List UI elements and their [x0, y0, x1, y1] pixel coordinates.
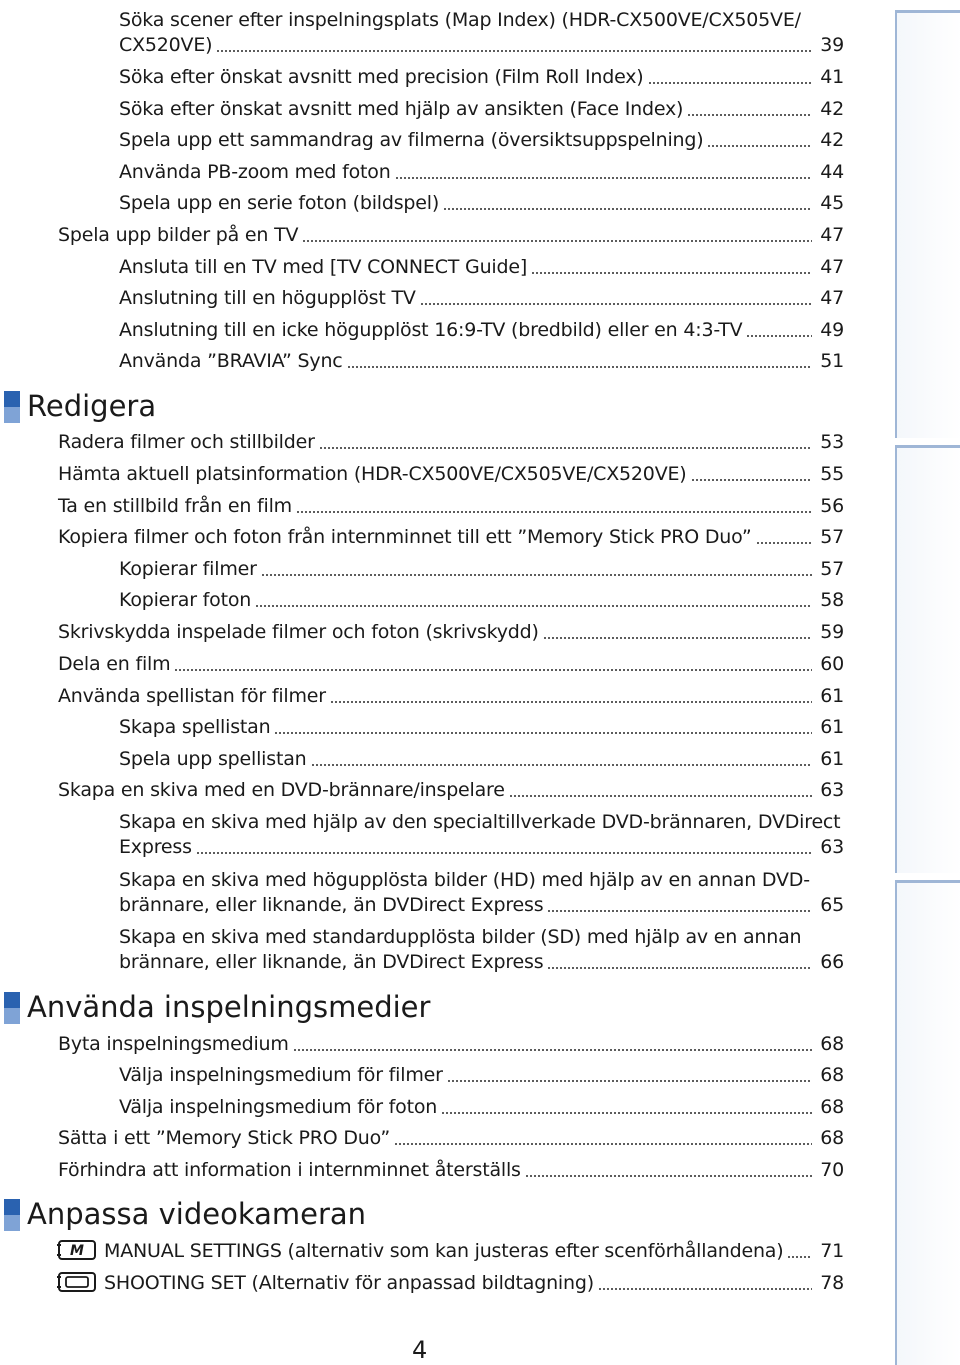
toc-leader-dots	[261, 574, 812, 576]
svg-text:M: M	[70, 1243, 84, 1259]
toc-page-number: 49	[820, 319, 844, 341]
toc-entry-title	[119, 950, 844, 975]
toc-page-number: 78	[820, 1272, 844, 1294]
toc-entry-title	[119, 191, 844, 216]
toc-leader-dots	[691, 479, 812, 481]
toc-entry-text: Express	[119, 836, 192, 858]
toc-leader-dots	[441, 1112, 812, 1114]
toc-leader-dots	[598, 1288, 812, 1290]
toc-entry-title	[119, 557, 844, 582]
toc-entry-title	[119, 893, 844, 918]
toc-leader-dots	[756, 542, 812, 544]
toc-entry-text: Använda PB-zoom med foton	[119, 161, 391, 183]
toc-page-number: 57	[820, 526, 844, 548]
toc-entry[interactable]	[58, 1158, 844, 1183]
toc-entry-title	[119, 160, 844, 185]
toc-page-number: 61	[820, 716, 844, 738]
toc-entry-title	[58, 620, 844, 645]
toc-leader-dots	[395, 177, 812, 179]
toc-entry[interactable]	[119, 588, 844, 613]
toc-entry-text: Söka efter önskat avsnitt med precision (Film Roll Index)	[119, 66, 644, 88]
toc-leader-dots	[311, 764, 812, 766]
toc-entry-text: Välja inspelningsmedium för filmer	[119, 1064, 443, 1086]
toc-leader-dots	[296, 511, 812, 513]
toc-entry[interactable]	[119, 1095, 844, 1120]
toc-entry-title	[58, 494, 844, 519]
toc-entry-text: Spela upp en serie foton (bildspel)	[119, 192, 440, 214]
toc-page-number: 47	[820, 256, 844, 278]
shooting-set-icon	[57, 1271, 97, 1293]
toc-entry-title	[119, 349, 844, 374]
toc-page-number: 53	[820, 431, 844, 453]
toc-entry[interactable]	[58, 652, 844, 677]
toc-entry-text: Skrivskydda inspelade filmer och foton (skrivskydd)	[58, 621, 539, 643]
toc-entry-text: MANUAL SETTINGS (alternativ som kan justeras efter scenförhållandena)	[104, 1240, 784, 1262]
toc-entry-title	[119, 318, 844, 343]
toc-entry-title	[58, 462, 844, 487]
toc-leader-dots	[509, 795, 812, 797]
toc-entry[interactable]	[119, 255, 844, 280]
toc-entry-text: Spela upp ett sammandrag av filmerna (översiktsuppspelning)	[119, 129, 704, 151]
toc-entry[interactable]	[58, 620, 844, 645]
toc-page-number: 60	[820, 653, 844, 675]
toc-entry[interactable]	[58, 223, 844, 248]
toc-entry[interactable]	[58, 1032, 844, 1057]
toc-entry-title	[58, 684, 844, 709]
toc-entry[interactable]	[58, 778, 844, 803]
toc-leader-dots	[216, 50, 812, 52]
toc-entry[interactable]	[119, 191, 844, 216]
toc-entry-title	[58, 652, 844, 677]
toc-entry[interactable]	[119, 8, 844, 58]
toc-entry-text: Skapa en skiva med hjälp av den specialtillverkade DVD-brännaren, DVDirect	[119, 811, 841, 833]
toc-entry[interactable]	[119, 97, 844, 122]
toc-entry-text: Radera filmer och stillbilder	[58, 431, 315, 453]
toc-page-number: 68	[820, 1033, 844, 1055]
toc-leader-dots	[687, 114, 812, 116]
toc-page-number: 55	[820, 463, 844, 485]
toc-page-number: 45	[820, 192, 844, 214]
toc-page-number: 57	[820, 558, 844, 580]
toc-page-number: 61	[820, 685, 844, 707]
toc-leader-dots	[787, 1256, 812, 1258]
toc-entry-text: Använda ”BRAVIA” Sync	[119, 350, 343, 372]
toc-page-number: 42	[820, 129, 844, 151]
toc-entry-text: Skapa spellistan	[119, 716, 271, 738]
toc-entry-text: Kopierar foton	[119, 589, 252, 611]
toc-page-number: 47	[820, 287, 844, 309]
toc-entry-text: Dela en film	[58, 653, 171, 675]
toc-page-number: 65	[820, 894, 844, 916]
toc-entry-title	[119, 588, 844, 613]
toc-page-number: 61	[820, 748, 844, 770]
toc-entry[interactable]	[119, 715, 844, 740]
manual-settings-icon	[57, 1239, 97, 1261]
toc-entry-text: Byta inspelningsmedium	[58, 1033, 289, 1055]
toc-leader-dots	[274, 732, 812, 734]
toc-entry-title	[119, 286, 844, 311]
toc-leader-dots	[543, 637, 812, 639]
toc-entry-title	[104, 1239, 844, 1264]
toc-page-number: 44	[820, 161, 844, 183]
toc-entry-text: brännare, eller liknande, än DVDirect Express	[119, 894, 544, 916]
toc-entry[interactable]	[119, 318, 844, 343]
toc-entry[interactable]	[119, 747, 844, 772]
toc-entry-text: Skapa en skiva med högupplösta bilder (HD) med hjälp av en annan DVD-	[119, 869, 810, 891]
toc-page-number: 42	[820, 98, 844, 120]
toc-entry-title	[58, 525, 844, 550]
toc-leader-dots	[394, 1143, 812, 1145]
toc-entry-title	[119, 33, 844, 58]
toc-entry[interactable]	[104, 1271, 844, 1296]
toc-entry-title	[58, 1032, 844, 1057]
toc-page-number: 58	[820, 589, 844, 611]
toc-entry[interactable]	[119, 160, 844, 185]
toc-entry-text: Anslutning till en högupplöst TV	[119, 287, 416, 309]
toc-entry-text: Skapa en skiva med en DVD-brännare/inspelare	[58, 779, 505, 801]
toc-entry-text: Skapa en skiva med standardupplösta bilder (SD) med hjälp av en annan	[119, 926, 802, 948]
toc-entry[interactable]	[58, 1126, 844, 1151]
side-tab-3[interactable]	[895, 880, 960, 1365]
toc-entry[interactable]	[104, 1239, 844, 1264]
toc-leader-dots	[547, 910, 812, 912]
toc-page-number: 71	[820, 1240, 844, 1262]
toc-entry-title	[58, 223, 844, 248]
toc-leader-dots	[293, 1049, 812, 1051]
toc-entry[interactable]	[58, 494, 844, 519]
toc-entry-text: Söka scener efter inspelningsplats (Map Index) (HDR-CX500VE/CX505VE/	[119, 9, 801, 31]
toc-leader-dots	[531, 272, 812, 274]
toc-leader-dots	[707, 145, 812, 147]
toc-entry-title	[119, 1063, 844, 1088]
toc-leader-dots	[319, 447, 812, 449]
toc-page-number: 68	[820, 1064, 844, 1086]
toc-entry[interactable]	[119, 810, 844, 860]
toc-entry-title	[58, 778, 844, 803]
toc-entry[interactable]	[58, 684, 844, 709]
toc-page-number: 56	[820, 495, 844, 517]
toc-entry-text: Spela upp spellistan	[119, 748, 307, 770]
toc-leader-dots	[443, 208, 812, 210]
toc-entry[interactable]	[119, 128, 844, 153]
toc-leader-dots	[196, 852, 812, 854]
toc-leader-dots	[447, 1080, 812, 1082]
toc-entry[interactable]	[119, 925, 844, 975]
toc-entry-title	[119, 65, 844, 90]
toc-leader-dots	[302, 240, 812, 242]
toc-page-number: 39	[820, 34, 844, 56]
toc-entry-title-line	[119, 8, 801, 33]
toc-entry-title-line	[119, 868, 810, 893]
toc-entry-text: Sätta i ett ”Memory Stick PRO Duo”	[58, 1127, 390, 1149]
toc-leader-dots	[330, 701, 812, 703]
toc-page-number: 68	[820, 1096, 844, 1118]
toc-entry-title	[119, 128, 844, 153]
toc-entry-text: Söka efter önskat avsnitt med hjälp av ansikten (Face Index)	[119, 98, 684, 120]
toc-entry-title	[104, 1271, 844, 1296]
toc-entry-title	[119, 97, 844, 122]
toc-entry-text: Ta en stillbild från en film	[58, 495, 292, 517]
toc-entry-title-line	[119, 925, 801, 950]
toc-entry-title	[58, 1126, 844, 1151]
toc-page-number: 51	[820, 350, 844, 372]
toc-leader-dots	[174, 669, 812, 671]
side-tabs	[895, 0, 960, 1362]
toc-leader-dots	[547, 967, 812, 969]
toc-entry[interactable]	[58, 430, 844, 455]
toc-leader-dots	[347, 366, 812, 368]
side-tab-2[interactable]	[895, 445, 960, 873]
toc-entry[interactable]	[119, 868, 844, 918]
toc-page-number: 68	[820, 1127, 844, 1149]
toc-page-number: 70	[820, 1159, 844, 1181]
toc-leader-dots	[648, 82, 812, 84]
toc-entry-text: Kopierar filmer	[119, 558, 257, 580]
toc-page-number: 63	[820, 779, 844, 801]
toc-entry-text: Ansluta till en TV med [TV CONNECT Guide]	[119, 256, 528, 278]
toc-entry-text: Anslutning till en icke högupplöst 16:9-TV (bredbild) eller en 4:3-TV	[119, 319, 743, 341]
toc-page-number: 63	[820, 836, 844, 858]
toc-entry[interactable]	[119, 557, 844, 582]
toc-entry-title	[58, 1158, 844, 1183]
section-marker-icon	[4, 992, 20, 1024]
toc-leader-dots	[746, 335, 812, 337]
toc-page-number: 47	[820, 224, 844, 246]
toc-page-number: 66	[820, 951, 844, 973]
toc-entry-title	[58, 430, 844, 455]
toc-entry-title	[119, 715, 844, 740]
toc-entry-text: Förhindra att information i internminnet återställs	[58, 1159, 521, 1181]
toc-entry-text: brännare, eller liknande, än DVDirect Express	[119, 951, 544, 973]
toc-leader-dots	[255, 605, 812, 607]
toc-entry[interactable]	[119, 65, 844, 90]
toc-leader-dots	[525, 1175, 812, 1177]
toc-page-number: 59	[820, 621, 844, 643]
toc-entry-text: CX520VE)	[119, 34, 213, 56]
toc-entry[interactable]	[58, 525, 844, 550]
toc-entry[interactable]	[58, 462, 844, 487]
toc-entry-text: Använda spellistan för filmer	[58, 685, 326, 707]
toc-entry-text: Välja inspelningsmedium för foton	[119, 1096, 438, 1118]
toc-entry-text: Hämta aktuell platsinformation (HDR-CX500VE/CX505VE/CX520VE)	[58, 463, 687, 485]
section-marker-icon	[4, 391, 20, 423]
toc-entry-title	[119, 835, 844, 860]
toc-entry-title	[119, 747, 844, 772]
toc-entry-text: SHOOTING SET (Alternativ för anpassad bildtagning)	[104, 1272, 594, 1294]
toc-entry-text: Spela upp bilder på en TV	[58, 224, 299, 246]
page-number: 4	[412, 1336, 428, 1364]
toc-entry[interactable]	[119, 349, 844, 374]
toc-entry[interactable]	[119, 286, 844, 311]
toc-entry[interactable]	[119, 1063, 844, 1088]
toc-entry-title	[119, 255, 844, 280]
toc-entry-text: Kopiera filmer och foton från internminnet till ett ”Memory Stick PRO Duo”	[58, 526, 752, 548]
toc-entry-title	[119, 1095, 844, 1120]
side-tab-1[interactable]	[895, 10, 960, 438]
toc-page-number: 41	[820, 66, 844, 88]
section-marker-icon	[4, 1199, 20, 1231]
toc-leader-dots	[420, 303, 812, 305]
toc-entry-title-line	[119, 810, 840, 835]
